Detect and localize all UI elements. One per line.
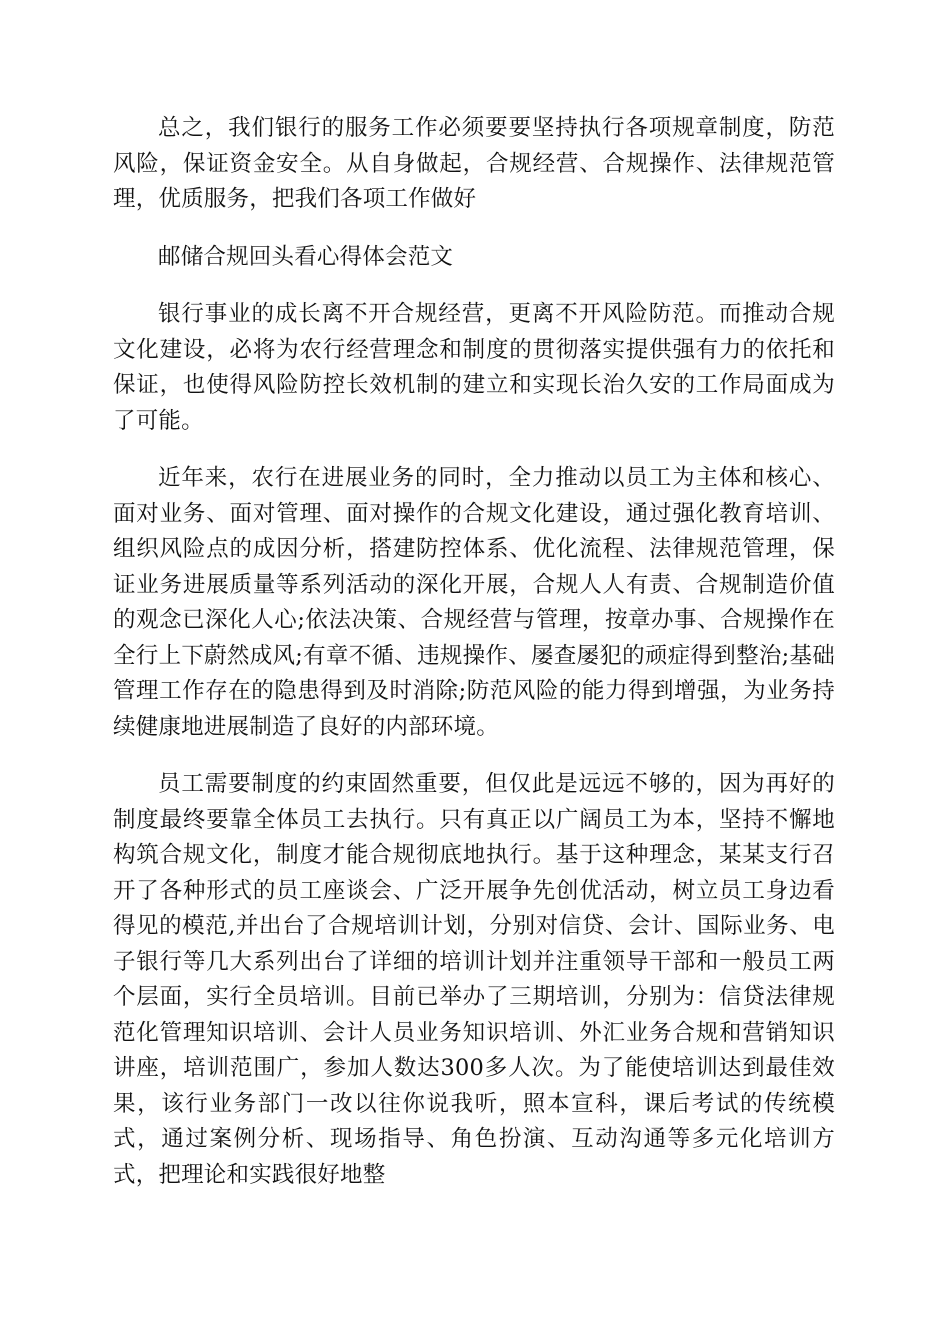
paragraph-intro: 银行事业的成长离不开合规经营，更离不开风险防范。而推动合规文化建设，必将为农行经营理念和制度的贯彻落实提供强有力的依托和保证，也使得风险防控长效机制的建立和实现长治久安的工作局面成为了可能。 — [113, 301, 835, 434]
section-title: 邮储合规回头看心得体会范文 — [158, 243, 454, 270]
paragraph-recent-years: 近年来，农行在进展业务的同时，全力推动以员工为主体和核心、面对业务、面对管理、面对操作的合规文化建设，通过强化教育培训、组织风险点的成因分析，搭建防控体系、优化流程、法律规范管理，保证业务进展质量等系列活动的深化开展，合规人人有责、合规制造价值的观念已深化人心;依法决策、合规经营与管理，按章办事、合规操作在全行上下蔚然成风;有章不循、违规操作、屡查屡犯的顽症得到整治;基础管理工作存在的隐患得到及时消除;防范风险的能力得到增强，为业务持续健康地进展制造了良好的内部环境。 — [113, 465, 835, 740]
document-page — [113, 111, 835, 1193]
paragraph-employee-training: 员工需要制度的约束固然重要，但仅此是远远不够的，因为再好的制度最终要靠全体员工去执行。只有真正以广阔员工为本，坚持不懈地构筑合规文化，制度才能合规彻底地执行。基于这种理念，某某支行召开了各种形式的员工座谈会、广泛开展争先创优活动，树立员工身边看得见的模范,并出台了合规培训计划，分别对信贷、会计、国际业务、电子银行等几大系列出台了详细的培训计划并注重领导干部和一般员工两个层面，实行全员培训。目前已举办了三期培训，分别为：信贷法律规范化管理知识培训、会计人员业务知识培训、外汇业务合规和营销知识讲座，培训范围广，参加人数达300多人次。为了能使培训达到最佳效果，该行业务部门一改以往你说我听，照本宣科，课后考试的传统模式，通过案例分析、现场指导、角色扮演、互动沟通等多元化培训方式，把理论和实践很好地整 — [113, 771, 835, 1188]
paragraph-conclusion: 总之，我们银行的服务工作必须要要坚持执行各项规章制度，防范风险，保证资金安全。从自身做起，合规经营、合规操作、法律规范管理，优质服务，把我们各项工作做好 — [113, 115, 835, 212]
